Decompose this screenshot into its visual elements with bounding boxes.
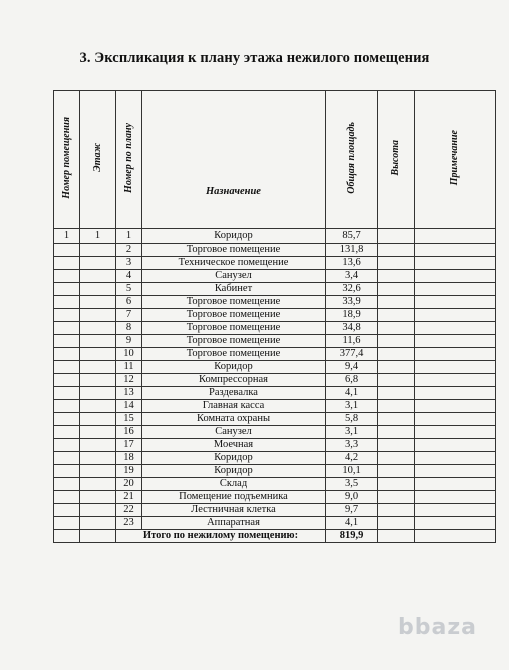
cell-height (378, 283, 415, 296)
cell-floor (80, 413, 116, 426)
cell-floor (80, 504, 116, 517)
cell-plan-no: 6 (116, 296, 142, 309)
table-row (54, 257, 496, 270)
cell-purpose: Компрессорная (142, 374, 326, 387)
cell-note (415, 244, 496, 257)
cell-note (415, 478, 496, 491)
table-row (54, 452, 496, 465)
cell-area: 33,9 (326, 296, 378, 309)
cell-plan-no: 15 (116, 413, 142, 426)
cell-height (378, 400, 415, 413)
cell-height (378, 361, 415, 374)
cell-floor: 1 (80, 229, 116, 244)
cell-note (415, 387, 496, 400)
cell-note (415, 361, 496, 374)
table-row (54, 229, 496, 244)
cell-floor (80, 309, 116, 322)
cell-floor (80, 400, 116, 413)
cell-room-no (54, 270, 80, 283)
cell-floor (80, 335, 116, 348)
cell-room-no (54, 439, 80, 452)
table-row (54, 283, 496, 296)
cell-height (378, 296, 415, 309)
cell-plan-no: 8 (116, 322, 142, 335)
cell-note (415, 465, 496, 478)
cell-floor (80, 348, 116, 361)
cell-purpose: Главная касса (142, 400, 326, 413)
cell-room-no (54, 465, 80, 478)
cell-area: 34,8 (326, 322, 378, 335)
header-area: Общая площадь (326, 91, 378, 229)
total-area: 819,9 (326, 530, 378, 543)
cell-room-no (54, 530, 80, 543)
table-row (54, 517, 496, 530)
cell-room-no (54, 491, 80, 504)
cell-area: 3,4 (326, 270, 378, 283)
cell-plan-no: 14 (116, 400, 142, 413)
cell-floor (80, 517, 116, 530)
cell-floor (80, 361, 116, 374)
cell-room-no (54, 400, 80, 413)
cell-note (415, 426, 496, 439)
cell-plan-no: 20 (116, 478, 142, 491)
table-row (54, 387, 496, 400)
cell-note (415, 400, 496, 413)
cell-area: 13,6 (326, 257, 378, 270)
cell-plan-no: 18 (116, 452, 142, 465)
cell-purpose: Аппаратная (142, 517, 326, 530)
explication-table (53, 90, 496, 543)
cell-note (415, 283, 496, 296)
cell-floor (80, 530, 116, 543)
cell-plan-no: 1 (116, 229, 142, 244)
cell-height (378, 530, 415, 543)
cell-plan-no: 21 (116, 491, 142, 504)
cell-plan-no: 11 (116, 361, 142, 374)
cell-note (415, 335, 496, 348)
cell-plan-no: 22 (116, 504, 142, 517)
cell-area: 6,8 (326, 374, 378, 387)
cell-note (415, 257, 496, 270)
table-header-row (54, 91, 496, 229)
cell-plan-no: 10 (116, 348, 142, 361)
cell-area: 9,7 (326, 504, 378, 517)
table-row (54, 348, 496, 361)
cell-purpose: Торговое помещение (142, 244, 326, 257)
cell-plan-no: 2 (116, 244, 142, 257)
table-body (54, 229, 496, 543)
cell-area: 18,9 (326, 309, 378, 322)
cell-height (378, 426, 415, 439)
cell-purpose: Санузел (142, 426, 326, 439)
total-label: Итого по нежилому помещению: (116, 530, 326, 543)
cell-floor (80, 491, 116, 504)
cell-floor (80, 322, 116, 335)
document-title: 3. Экспликация к плану этажа нежилого помещения (79, 50, 430, 66)
cell-area: 3,5 (326, 478, 378, 491)
cell-note (415, 413, 496, 426)
cell-floor (80, 387, 116, 400)
table-row (54, 504, 496, 517)
cell-plan-no: 12 (116, 374, 142, 387)
cell-area: 11,6 (326, 335, 378, 348)
cell-area: 85,7 (326, 229, 378, 244)
table-total-row (54, 530, 496, 543)
cell-room-no (54, 322, 80, 335)
cell-purpose: Коридор (142, 361, 326, 374)
cell-height (378, 491, 415, 504)
cell-area: 10,1 (326, 465, 378, 478)
cell-area: 4,1 (326, 387, 378, 400)
table-row (54, 374, 496, 387)
cell-height (378, 452, 415, 465)
cell-note (415, 452, 496, 465)
cell-height (378, 257, 415, 270)
cell-room-no (54, 452, 80, 465)
cell-purpose: Моечная (142, 439, 326, 452)
cell-height (378, 229, 415, 244)
cell-plan-no: 4 (116, 270, 142, 283)
cell-purpose: Коридор (142, 452, 326, 465)
table-row (54, 361, 496, 374)
cell-room-no (54, 309, 80, 322)
watermark-logo: bbaza (398, 615, 477, 640)
cell-plan-no: 13 (116, 387, 142, 400)
table-row (54, 309, 496, 322)
cell-room-no (54, 413, 80, 426)
cell-floor (80, 257, 116, 270)
header-purpose: Назначение (142, 91, 326, 229)
cell-floor (80, 439, 116, 452)
cell-purpose: Лестничная клетка (142, 504, 326, 517)
table-row (54, 478, 496, 491)
cell-floor (80, 452, 116, 465)
cell-plan-no: 17 (116, 439, 142, 452)
cell-room-no (54, 361, 80, 374)
cell-room-no (54, 335, 80, 348)
cell-note (415, 504, 496, 517)
cell-note (415, 270, 496, 283)
table-row (54, 439, 496, 452)
table-row (54, 400, 496, 413)
cell-area: 377,4 (326, 348, 378, 361)
cell-area: 9,0 (326, 491, 378, 504)
cell-plan-no: 9 (116, 335, 142, 348)
cell-floor (80, 270, 116, 283)
cell-room-no (54, 283, 80, 296)
cell-note (415, 491, 496, 504)
cell-purpose: Торговое помещение (142, 322, 326, 335)
cell-height (378, 465, 415, 478)
cell-area: 131,8 (326, 244, 378, 257)
cell-height (378, 335, 415, 348)
cell-floor (80, 374, 116, 387)
table-row (54, 322, 496, 335)
cell-purpose: Комната охраны (142, 413, 326, 426)
cell-floor (80, 426, 116, 439)
cell-purpose: Склад (142, 478, 326, 491)
cell-room-no (54, 244, 80, 257)
cell-note (415, 229, 496, 244)
cell-plan-no: 5 (116, 283, 142, 296)
table-row (54, 296, 496, 309)
cell-height (378, 413, 415, 426)
cell-room-no (54, 504, 80, 517)
table-row (54, 426, 496, 439)
cell-room-no (54, 517, 80, 530)
cell-note (415, 296, 496, 309)
cell-note (415, 517, 496, 530)
cell-height (378, 348, 415, 361)
header-note: Примечание (415, 91, 496, 229)
cell-floor (80, 244, 116, 257)
cell-room-no: 1 (54, 229, 80, 244)
cell-area: 3,1 (326, 400, 378, 413)
cell-area: 5,8 (326, 413, 378, 426)
cell-area: 4,2 (326, 452, 378, 465)
cell-note (415, 309, 496, 322)
cell-height (378, 387, 415, 400)
cell-purpose: Торговое помещение (142, 335, 326, 348)
cell-purpose: Техническое помещение (142, 257, 326, 270)
cell-height (378, 478, 415, 491)
cell-purpose: Раздевалка (142, 387, 326, 400)
cell-note (415, 348, 496, 361)
cell-room-no (54, 348, 80, 361)
cell-height (378, 309, 415, 322)
cell-note (415, 374, 496, 387)
table-row (54, 270, 496, 283)
cell-height (378, 504, 415, 517)
cell-room-no (54, 426, 80, 439)
cell-height (378, 270, 415, 283)
cell-note (415, 439, 496, 452)
table-row (54, 465, 496, 478)
cell-area: 9,4 (326, 361, 378, 374)
cell-purpose: Торговое помещение (142, 348, 326, 361)
cell-plan-no: 7 (116, 309, 142, 322)
cell-floor (80, 478, 116, 491)
table-row (54, 413, 496, 426)
cell-room-no (54, 257, 80, 270)
cell-area: 4,1 (326, 517, 378, 530)
cell-purpose: Торговое помещение (142, 296, 326, 309)
header-floor: Этаж (80, 91, 116, 229)
header-plan-no: Номер по плану (116, 91, 142, 229)
cell-plan-no: 23 (116, 517, 142, 530)
cell-room-no (54, 296, 80, 309)
cell-purpose: Коридор (142, 229, 326, 244)
cell-plan-no: 16 (116, 426, 142, 439)
cell-floor (80, 283, 116, 296)
cell-height (378, 244, 415, 257)
cell-height (378, 517, 415, 530)
cell-room-no (54, 374, 80, 387)
cell-note (415, 530, 496, 543)
cell-area: 3,1 (326, 426, 378, 439)
cell-floor (80, 296, 116, 309)
cell-purpose: Коридор (142, 465, 326, 478)
cell-plan-no: 19 (116, 465, 142, 478)
table-row (54, 335, 496, 348)
cell-floor (80, 465, 116, 478)
cell-note (415, 322, 496, 335)
cell-purpose: Санузел (142, 270, 326, 283)
cell-height (378, 439, 415, 452)
cell-room-no (54, 478, 80, 491)
cell-purpose: Торговое помещение (142, 309, 326, 322)
cell-height (378, 322, 415, 335)
cell-plan-no: 3 (116, 257, 142, 270)
cell-area: 32,6 (326, 283, 378, 296)
cell-area: 3,3 (326, 439, 378, 452)
cell-height (378, 374, 415, 387)
table-row (54, 244, 496, 257)
header-height: Высота (378, 91, 415, 229)
cell-purpose: Помещение подъемника (142, 491, 326, 504)
cell-room-no (54, 387, 80, 400)
cell-purpose: Кабинет (142, 283, 326, 296)
table-row (54, 491, 496, 504)
header-room-no: Номер помещения (54, 91, 80, 229)
